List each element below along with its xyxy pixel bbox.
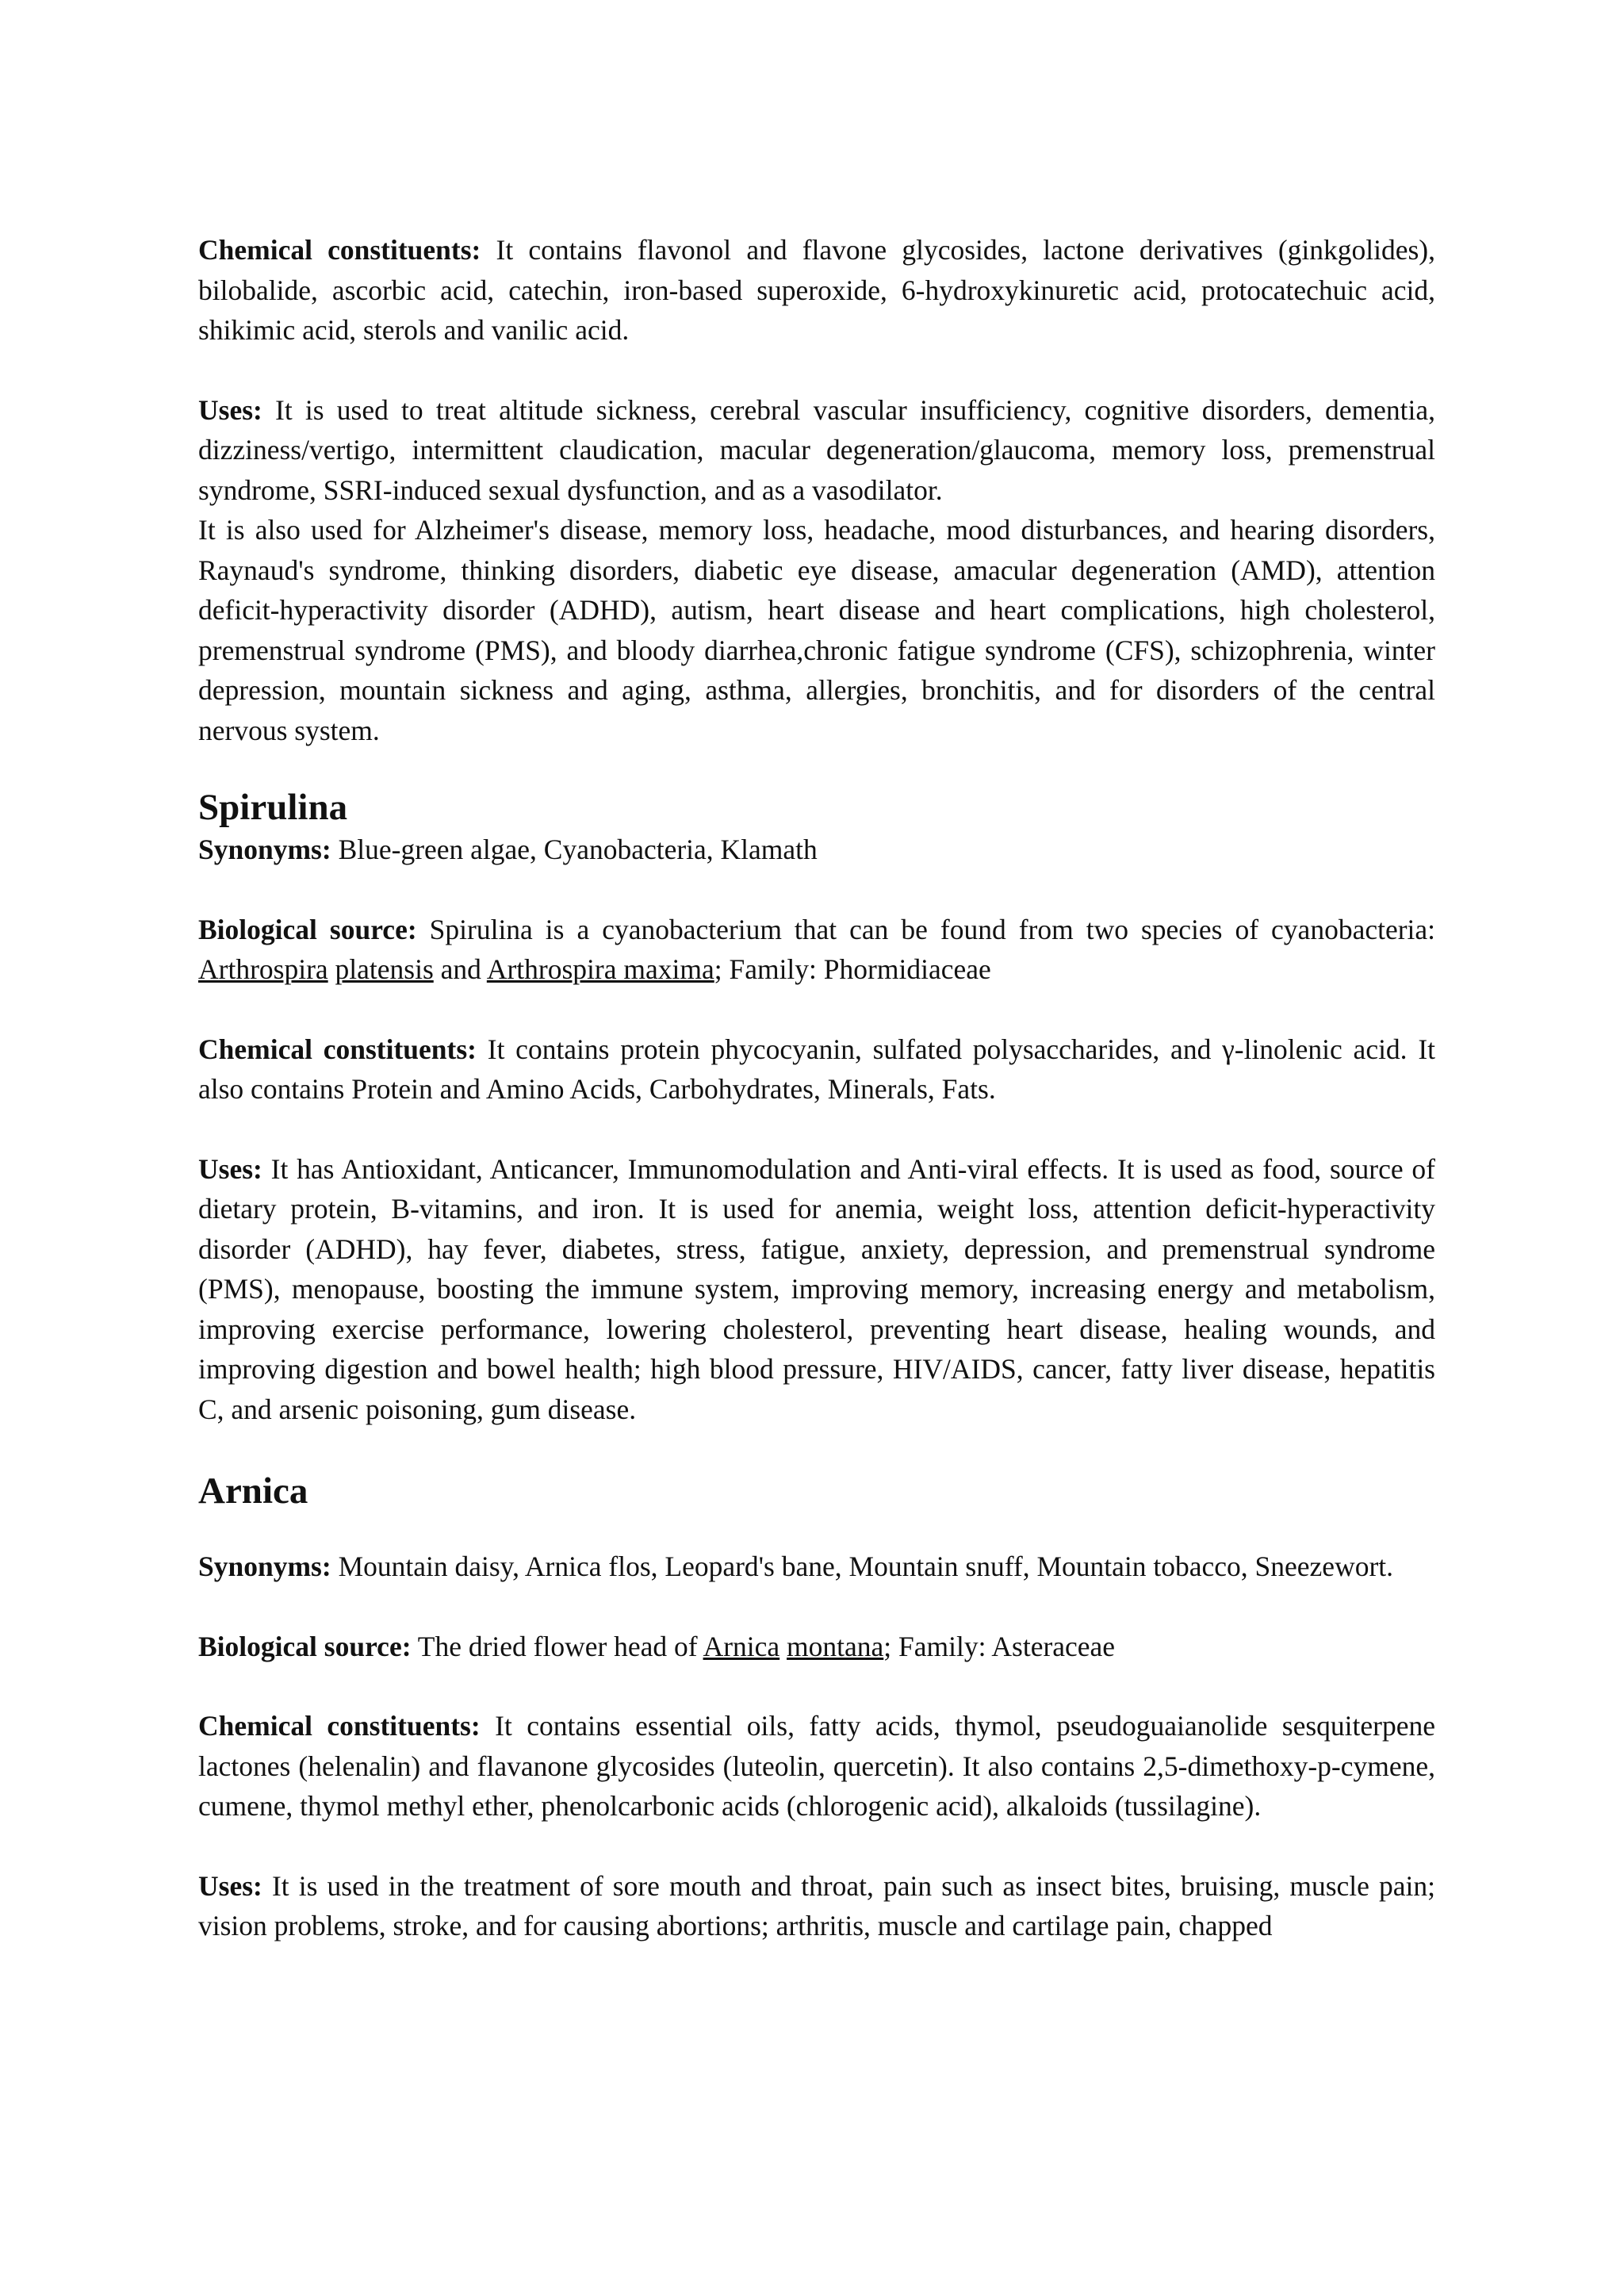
arnica-genus: Arnica [703,1630,780,1662]
spirulina-uses-label: Uses: [198,1152,262,1185]
arnica-chemical-label: Chemical constituents: [198,1710,481,1742]
spirulina-synonyms-text: Blue-green algae, Cyanobacteria, Klamath [331,834,818,865]
arnica-synonyms-paragraph [198,1547,1435,1587]
spirulina-uses-text: It has Antioxidant, Anticancer, Immunomodulation and Anti-viral effects. It is used as food, source of dietary protein, B-vitamins, and iron. It is used for anemia, weight loss, attention deficit-hyperactivity disorder (ADHD), hay fever, diabetes, stress, fatigue, anxiety, depression, and premenstrual syndrome (PMS), menopause, boosting the immune system, improving memory, increasing energy and metabolism, improving exercise performance, lowering cholesterol, preventing heart disease, healing wounds, and improving digestion and bowel health; high blood pressure, HIV/AIDS, cancer, fatty liver disease, hepatitis C, and arsenic poisoning, gum disease. [198,1152,1435,1425]
ginkgo-uses-label: Uses: [198,393,262,426]
spirulina-species-1: platensis [335,953,434,985]
spirulina-synonyms-paragraph [198,830,1435,870]
spirulina-bio-source-paragraph [198,910,1435,990]
arnica-bio-source-text: The dried flower head of [411,1630,703,1662]
ginkgo-chemical-label: Chemical constituents: [198,234,481,266]
spirulina-species-2: Arthrospira maxima [486,953,714,985]
arnica-bio-source-paragraph [198,1627,1435,1667]
arnica-species: montana [787,1630,884,1662]
spirulina-synonyms-label: Synonyms: [198,834,331,865]
spirulina-genus-1: Arthrospira [198,953,328,985]
spirulina-heading: Spirulina [198,787,348,828]
arnica-uses-label: Uses: [198,1869,262,1902]
spirulina-uses-paragraph [198,1149,1435,1430]
ginkgo-uses-paragraph-2 [198,510,1435,750]
ginkgo-uses-paragraph [198,390,1435,511]
ginkgo-chemical-paragraph [198,230,1435,351]
spirulina-chemical-text: It contains protein phycocyanin, sulfated polysaccharides, and γ-linolenic acid. It also contains Protein and Amino Acids, Carbohydrates, Minerals, Fats. [198,1033,1436,1105]
ginkgo-uses-text: It is used to treat altitude sickness, cerebral vascular insufficiency, cognitive disorders, dementia, dizziness/vertigo, intermittent claudication, macular degeneration/glaucoma, memory loss, premenstrual syndrome, SSRI-induced sexual dysfunction, and as a vasodilator. [198,393,1435,506]
spirulina-bio-source-text: Spirulina is a cyanobacterium that can be found from two species of cyanobacteria: [416,913,1436,945]
arnica-bio-source-label: Biological source: [198,1630,412,1662]
ginkgo-chemical-text: It contains flavonol and flavone glycosides, lactone derivatives (ginkgolides), bilobalide, ascorbic acid, catechin, iron-based superoxide, 6-hydroxykinuretic acid, protocatechuic acid, shikimic acid, sterols and vanilic acid. [198,234,1436,346]
arnica-chemical-paragraph [198,1706,1435,1826]
ginkgo-uses-text-2: It is also used for Alzheimer's disease, memory loss, headache, mood disturbances, and hearing disorders, Raynaud's syndrome, thinking disorders, diabetic eye disease, amacular degeneration (AMD), attention deficit-hyperactivity disorder (ADHD), autism, heart disease and heart complications, high cholesterol, premenstrual syndrome (PMS), and bloody diarrhea,chronic fatigue syndrome (CFS), schizophrenia, winter depression, mountain sickness and aging, asthma, allergies, bronchitis, and for disorders of the central nervous system. [198,514,1435,746]
arnica-chemical-text: It contains essential oils, fatty acids, thymol, pseudoguaianolide sesquiterpene lactones (helenalin) and flavanone glycosides (luteolin, quercetin). It also contains 2,5-dimethoxy-p-cymene, cumene, thymol methyl ether, phenolcarbonic acids (chlorogenic acid), alkaloids (tussilagine). [198,1710,1435,1822]
arnica-family-text: ; Family: Asteraceae [883,1630,1116,1662]
arnica-synonyms-label: Synonyms: [198,1550,331,1582]
arnica-synonyms-text: Mountain daisy, Arnica flos, Leopard's bane, Mountain snuff, Mountain tobacco, Sneezewort. [331,1550,1394,1582]
arnica-uses-paragraph [198,1866,1435,1946]
arnica-uses-text: It is used in the treatment of sore mouth and throat, pain such as insect bites, bruising, muscle pain; vision problems, stroke, and for causing abortions; arthritis, muscle and cartilage pain, chapped [198,1869,1435,1941]
spirulina-chemical-label: Chemical constituents: [198,1033,477,1065]
spirulina-family-text: ; Family: Phormidiaceae [714,953,991,985]
document-page [198,230,1435,1946]
spirulina-bio-and: and [433,953,487,985]
arnica-heading: Arnica [198,1470,308,1512]
spirulina-chemical-paragraph [198,1029,1435,1110]
spirulina-bio-source-label: Biological source: [198,913,417,945]
